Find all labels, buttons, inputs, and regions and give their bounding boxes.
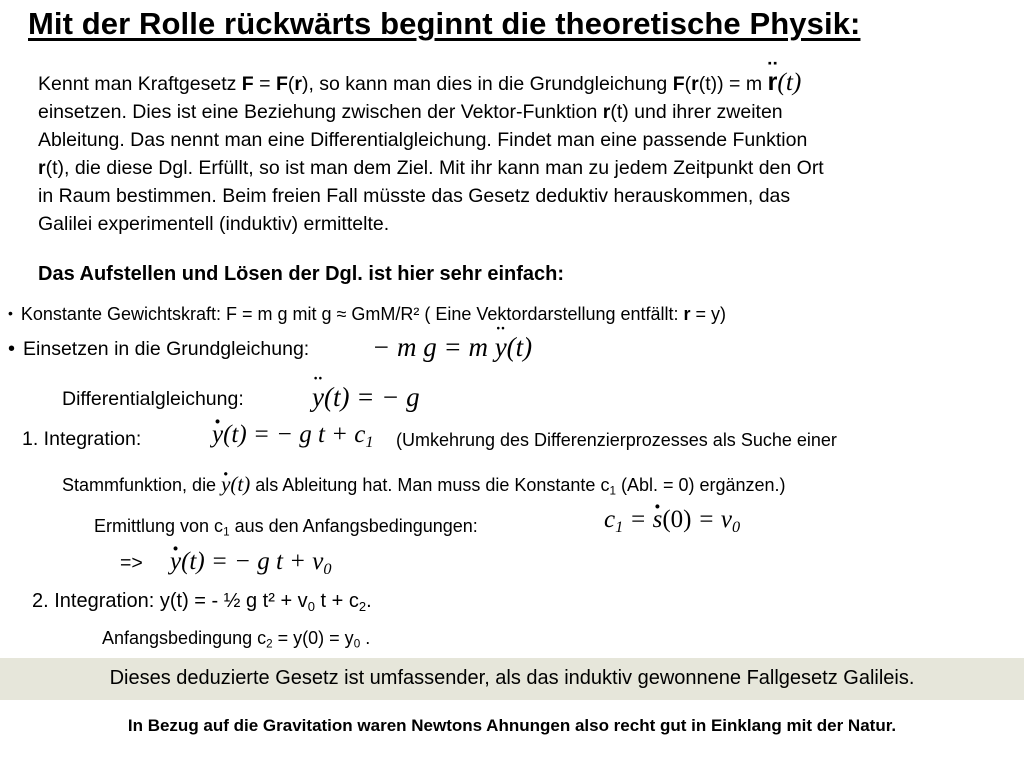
bullet-icon: •	[8, 338, 16, 360]
conclusion-text: Dieses deduzierte Gesetz ist umfassender, als das induktiv gewonnene Fallgesetz Galileis.	[109, 667, 915, 689]
bullet-gravity-force: • Konstante Gewichtskraft: F = m g mit g ≈ GmM/R² ( Eine Vektordarstellung entfällt: r = y)	[8, 304, 727, 324]
equation-dgl: ¨ y(t) = − g	[312, 382, 420, 413]
integration-1-label: 1. Integration:	[22, 428, 142, 450]
intro-line-5: in Raum bestimmen. Beim freien Fall müsste das Gesetz deduktiv herauskommen, das	[38, 185, 791, 207]
equation-newton: − m g = m ¨ y(t)	[372, 332, 532, 363]
ermittlung-line: Ermittlung von $c_1$ aus den Anfangsbedingungen:	[94, 516, 478, 539]
bullet-icon: •	[8, 305, 13, 321]
bullet-insert-equation: • Einsetzen in die Grundgleichung:	[8, 338, 310, 360]
intro-line-6: Galilei experimentell (induktiv) ermittelte.	[38, 213, 390, 235]
section-heading: Das Aufstellen und Lösen der Dgl. ist hier sehr einfach:	[38, 263, 565, 285]
stammfunktion-line: Stammfunktion, die · y(t) als Ableitung hat. Man muss die Konstante $c_1$ (Abl. = 0) ergänzen.)	[62, 472, 786, 498]
page-title: Mit der Rolle rückwärts beginnt die theoretische Physik:	[28, 6, 861, 41]
intro-paragraph	[38, 68, 1023, 238]
implies-arrow: =>	[120, 552, 143, 574]
equation-velocity: · y(t) = − g $t + v_0$	[170, 548, 331, 579]
equation-integration-1: · y(t) = − g $t + c_1$	[212, 421, 373, 452]
integration-1-note: (Umkehrung des Differenzierprozesses als Suche einer	[396, 430, 837, 450]
footer-note: In Bezug auf die Gravitation waren Newtons Ahnungen also recht gut in Einklang mit der Natur.	[127, 716, 897, 735]
intro-line-4: r(t), die diese Dgl. Erfüllt, so ist man dem Ziel. Mit ihr kann man zu jedem Zeitpunkt den Ort	[38, 157, 824, 179]
dgl-label: Differentialgleichung:	[62, 388, 244, 410]
intro-line-1: Kennt man Kraftgesetz F = F(r), so kann man dies in die Grundgleichung F(r(t)) = m ¨ r(t)	[38, 68, 1023, 98]
equation-c1: $c_1$ = · $s(0) = v_0$	[604, 506, 740, 537]
intro-line-2: einsetzen. Dies ist eine Beziehung zwischen der Vektor-Funktion r(t) und ihrer zweiten	[38, 101, 783, 123]
anfangsbedingung-line: Anfangsbedingung $c_2 = y(0) = y_0$ .	[102, 628, 371, 651]
r-double-dot: ¨ r	[768, 68, 778, 96]
intro-line-3: Ableitung. Das nennt man eine Differentialgleichung. Findet man eine passende Funktion	[38, 129, 808, 151]
integration-2-line: 2. Integration: y(t) = - ½ g $t^2 + v_0$ $t + c_2$.	[32, 590, 372, 614]
